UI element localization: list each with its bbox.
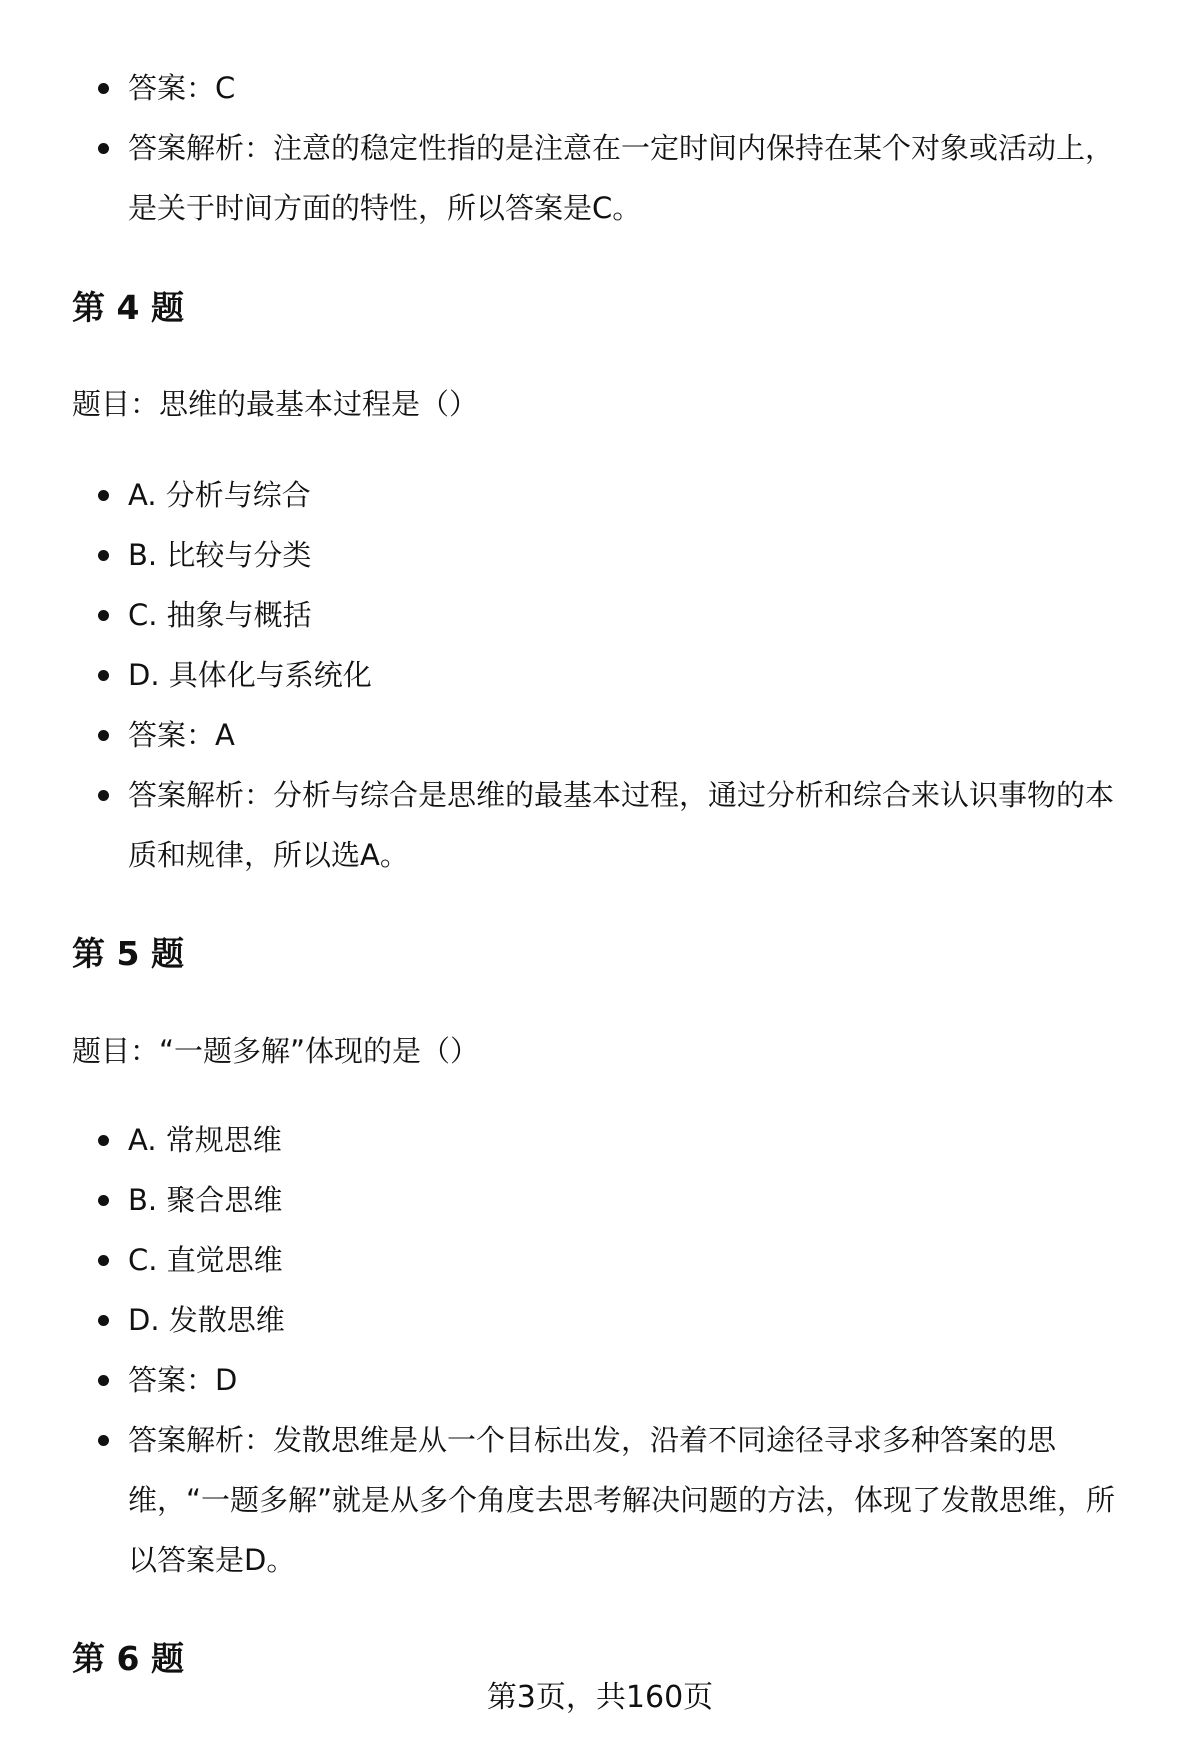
- question-heading-5: 第 5 题: [72, 934, 184, 973]
- bullet-dot: [98, 1195, 109, 1206]
- bullet-dot: [98, 1135, 109, 1146]
- bullet-dot: [98, 490, 109, 501]
- option-text: C. 抽象与概括: [128, 598, 312, 632]
- list-item-option-b: [98, 1170, 1138, 1230]
- question-text-5: 题目：“一题多解”体现的是（）: [72, 1034, 480, 1068]
- option-text: B. 聚合思维: [128, 1183, 283, 1217]
- question-text-4: 题目：思维的最基本过程是（）: [72, 387, 479, 421]
- list-item-option-d: [98, 1290, 1138, 1350]
- list-item-option-d: [98, 645, 1138, 705]
- question-heading-4: 第 4 题: [72, 288, 184, 327]
- bullet-dot: [98, 550, 109, 561]
- list-item-option-b: [98, 525, 1138, 585]
- bullet-dot: [98, 670, 109, 681]
- bullet-dot: [98, 1435, 109, 1446]
- answer-text: 答案：C: [128, 71, 236, 105]
- answer-text: 答案：D: [128, 1363, 238, 1397]
- option-text: A. 常规思维: [128, 1123, 282, 1157]
- option-text: A. 分析与综合: [128, 478, 311, 512]
- answer-text: 答案：A: [128, 718, 235, 752]
- list-item-explanation-q3: [98, 118, 1138, 238]
- page-indicator: 第3页，共160页: [486, 1680, 714, 1715]
- explanation-text: 答案解析：注意的稳定性指的是注意在一定时间内保持在某个对象或活动上，是关于时间方面的特性，所以答案是C。: [128, 131, 1115, 225]
- list-item-option-c: [98, 585, 1138, 645]
- list-item-option-a: [98, 1110, 1138, 1170]
- bullet-dot: [98, 143, 109, 154]
- bullet-dot: [98, 790, 109, 801]
- list-item-answer-q3: [98, 58, 1138, 118]
- list-item-option-a: [98, 465, 1138, 525]
- list-item-answer: [98, 1350, 1138, 1410]
- explanation-text: 答案解析：发散思维是从一个目标出发，沿着不同途径寻求多种答案的思维，“一题多解”就是从多个角度去思考解决问题的方法，体现了发散思维，所以答案是D。: [128, 1423, 1116, 1577]
- option-text: C. 直觉思维: [128, 1243, 283, 1277]
- bullet-dot: [98, 1255, 109, 1266]
- option-text: B. 比较与分类: [128, 538, 312, 572]
- list-item-explanation: [98, 1410, 1138, 1590]
- option-text: D. 发散思维: [128, 1303, 285, 1337]
- bullet-dot: [98, 1375, 109, 1386]
- bullet-dot: [98, 83, 109, 94]
- bullet-dot: [98, 730, 109, 741]
- list-item-answer: [98, 705, 1138, 765]
- option-text: D. 具体化与系统化: [128, 658, 372, 692]
- question-heading-6: 第 6 题: [72, 1639, 184, 1678]
- bullet-dot: [98, 610, 109, 621]
- bullet-dot: [98, 1315, 109, 1326]
- explanation-text: 答案解析：分析与综合是思维的最基本过程，通过分析和综合来认识事物的本质和规律，所以选A。: [128, 778, 1115, 872]
- list-item-option-c: [98, 1230, 1138, 1290]
- list-item-explanation: [98, 765, 1138, 885]
